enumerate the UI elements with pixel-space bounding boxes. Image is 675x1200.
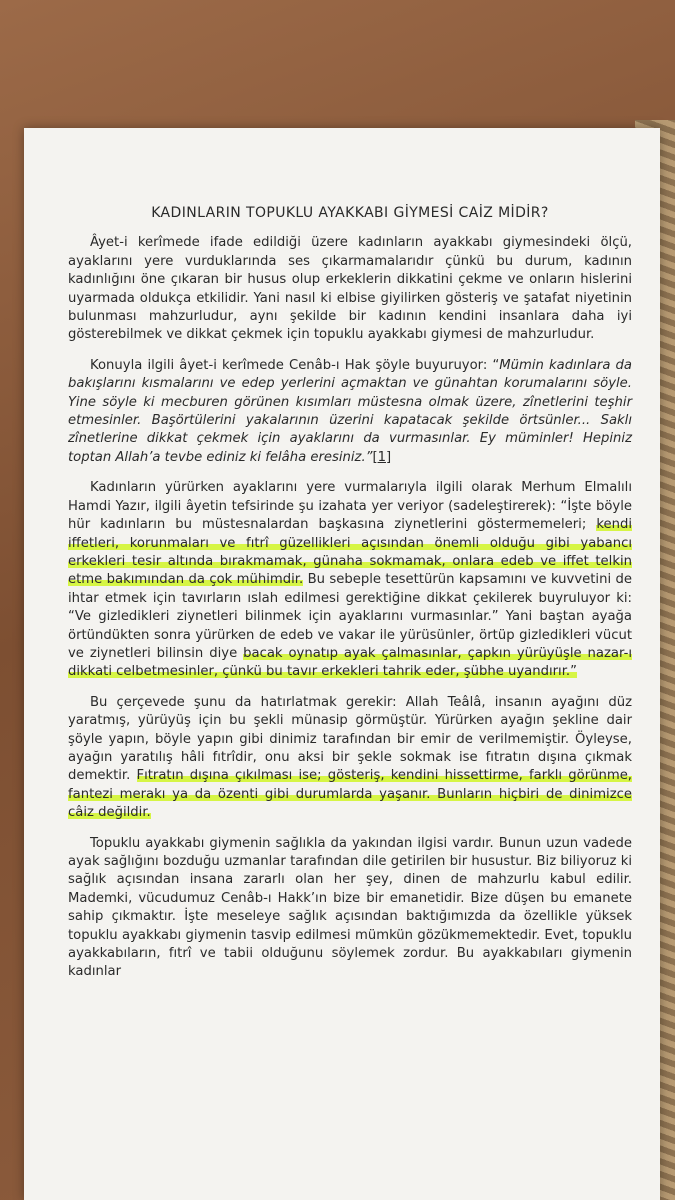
paragraph-4	[68, 694, 632, 823]
paragraph-5: Topuklu ayakkabı giymenin sağlıkla da yakından ilgisi vardır. Bunun uzun vadede ayak sağlığını bozduğu uzmanlar tarafından dile getirilen bir husustur. Biz biliyoruz ki sağlık açısından insana zararlı olan her şey, dinen de mahzurlu kabul edilir. Mademki, vücudumuz Cenâb-ı Hakk’ın bize bir emanetidir. Bize düşen bu emanete sahip çıkmaktır. İşte meseleye sağlık açısından baktığımızda da özellikle yüksek topuklu ayakkabı giymenin tasvip edilmesi mümkün gözükmemektedir. Evet, topuklu ayakkabıların, fıtrî ve tabii olduğunu söylemek zordur. Bu ayakkabıları giymenin kadınlar	[68, 835, 632, 980]
document-title: KADINLARIN TOPUKLU AYAKKABI GİYMESİ CAİZ MİDİR?	[151, 205, 549, 221]
paragraph-3-part-b: Bu sebeple tesettürün kapsamını ve kuvvetini de ihtar etmek için tavırların ıslah edilmesi gerektiğine dikkat çekilerek buyruluyor ki: “Ve gizledikleri ziynetleri bilinmek için ayaklarını vurmasınlar.” Yani baştan ayağa örtündükten sonra yürürken de edeb ve vakar ile yürüsünler, örtüp gizledikleri vücut ve ziynetleri bilinsin diye	[68, 572, 632, 661]
paragraph-1: Âyet-i kerîmede ifade edildiği üzere kadınların ayakkabı giymesindeki ölçü, ayaklarını yere vurduklarında ses çıkarmamalarıdır çünkü bu durum, kadının kadınlığını öne çıkaran bir husus olup erkeklerin dikkatini çekme ve onların hislerini uyarmada oldukça etkilidir. Yani nasıl ki elbise giyilirken gösteriş ve şatafat niyetinin bulunması mahzurludur, aynı şekilde bir kadının kendini insanlara daha iyi gösterebilmek ve dikkat çekmek için topuklu ayakkabı giymesi de mahzurludur.	[68, 235, 632, 343]
footnote-reference[interactable]: [1]	[372, 449, 392, 465]
paper-sheet	[24, 128, 660, 1200]
paragraph-4-part-a: Bu çerçevede şunu da hatırlatmak gerekir: Allah Teâlâ, insanın ayağını düz yaratmış, yürüyüş için bu şekli münasip görmüştür. Yürürken ayağın şekline dair şöyle yapın, böyle yapın gibi dinimiz tarafından bir emir de verilmemiştir. Öyleyse, ayağın yaratılış hâli fıtrîdir, onu aksi bir şekle sokmak ise fıtratın dışına çıkmak demektir.	[68, 694, 632, 784]
paragraph-2-intro: Konuyla ilgili âyet-i kerîmede Cenâb-ı Hak şöyle buyuruyor: “	[90, 357, 500, 373]
verse-quote: Mümin kadınlara da bakışlarını kısmalarını ve edep yerlerini açmaktan ve günahtan korumalarını söyle. Yine söyle ki mecburen görünen kısımları müstesna olmak üzere, zînetlerini teşhir etmesinler. Başörtülerini yakalarının üzerini kapatacak şekilde örtsünler... Saklı zînetlerine dikkat çekmek için ayaklarını da vurmasınlar. Ey müminler! Hepiniz toptan Allah’a tevbe ediniz ki felâha eresiniz.	[68, 357, 632, 465]
document-body	[68, 204, 632, 982]
verse-quote-end: ”	[365, 449, 373, 465]
highlight-3: Fıtratın dışına çıkılması ise; gösteriş, kendini hissettirme, farklı görünme, fantezi merakı ya da özenti gibi durumlarda yaşanır. Bunların hiçbiri de dinimizce câiz değildir.	[68, 768, 632, 821]
highlight-1: kendi iffetleri, korunmaları ve fıtrî güzellikleri açısından önemli olduğu gibi yabancı erkekleri tesir altında bırakmamak, günaha sokmamak, onlara edeb ve iffet telkin etme bakımından da çok mühimdir.	[68, 517, 632, 588]
paragraph-2	[68, 357, 632, 467]
paragraph-3-part-a: Kadınların yürürken ayaklarını yere vurmalarıyla ilgili olarak Merhum Elmalılı Hamdi Yazır, ilgili âyetin tefsirinde şu izahata yer veriyor (sadeleştirerek): “İşte böyle hür kadınların bu müstesnalardan başkasına ziynetlerini göstermemeleri;	[68, 480, 632, 533]
highlight-2: bacak oynatıp ayak çalmasınlar, çapkın yürüyüşle nazar-ı dikkati celbetmesinler, çünkü bu tavır erkekleri tahrik eder, şübhe uyandırır.”	[68, 645, 632, 680]
paragraph-3	[68, 479, 632, 681]
